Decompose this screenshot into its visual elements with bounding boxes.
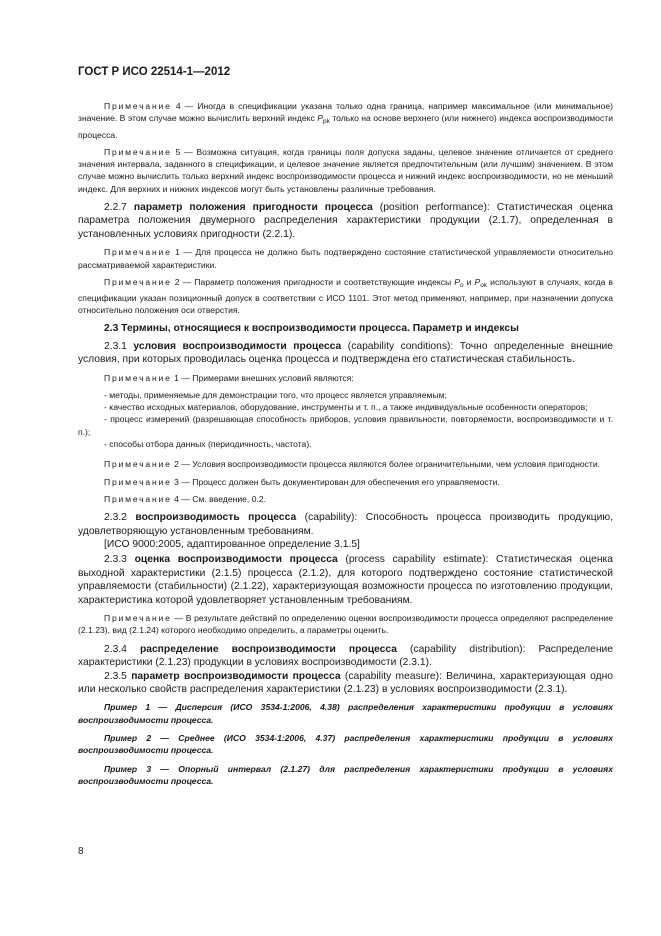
section-heading-2-3: 2.3 Термины, относящиеся к воспроизводимости процесса. Параметр и индексы xyxy=(104,322,519,334)
reference-2-3-2: [ИСО 9000:2005, адаптированное определение 3.1.5] xyxy=(104,539,360,551)
note-2-2-7-2: Примечание 2 — Параметр положения пригодности и соответствующие индексы $P_o$ и $P_{ok}$ используют в случаях, когда в спецификации указан позиционный допуск в соответствии с ИСО 1101. Этот метод применяют, например, при назначении допуска относительно положения оси отверстия. xyxy=(78,276,613,316)
page-number: 8 xyxy=(78,846,84,857)
example-1: Пример 1 — Дисперсия (ИСО 3534-1:2006, 4.38) распределения характеристики продукции в условиях воспроизводимости процесса. xyxy=(78,702,613,725)
list-item: - качество исходных материалов, оборудование, инструменты и т. п., а также индивидуальные особенности операторов; xyxy=(104,402,588,413)
definition-2-3-4: 2.3.4 распределение воспроизводимости процесса (capability distribution): Распределение характеристики (2.1.23) продукции в условиях воспроизводимости (2.3.1). xyxy=(78,643,613,669)
note-2-3-1-3: Примечание 3 — Процесс должен быть документирован для обеспечения его управляемости. xyxy=(104,476,500,487)
definition-2-3-5: 2.3.5 параметр воспроизводимости процесса (capability measure): Величина, характеризующая одно или несколько свойств распределения характеристики (2.1.23) в условиях воспроизводимости (2.3.1). xyxy=(78,670,613,695)
definition-2-3-1: 2.3.1 условия воспроизводимости процесса (capability conditions): Точно определенные внешние условия, при которых проводилась оценка процесса и подтверждена его статистическая стабильность. xyxy=(78,340,614,366)
definition-2-2-7: 2.2.7 параметр положения пригодности процесса (position performance): Статистическая оценка параметра положения двумерного распределения характеристики продукции (2.1.7), определенная в установленных условиях пригодности (2.2.1). xyxy=(78,202,613,240)
list-item: - способы отбора данных (периодичность, частота). xyxy=(104,439,312,450)
definition-2-3-2: 2.3.2 воспроизводимость процесса (capability): Способность процесса производить продукцию, удовлетворяющую установленным требованиям. xyxy=(78,512,613,537)
document-header: ГОСТ Р ИСО 22514-1—2012 xyxy=(78,66,231,78)
list-item: - методы, применяемые для демонстрации того, что процесс является управляемым; xyxy=(104,389,447,400)
note-2-3-1-2: Примечание 2 — Условия воспроизводимости процесса являются более ограничительными, чем условия пригодности. xyxy=(104,459,601,470)
list-item: - процесс измерений (разрешающая способность приборов, условия правильности, повторяемости, воспроизводимости и т. п.); xyxy=(78,414,613,437)
note-2-3-3: Примечание — В результате действий по определению оценки воспроизводимости процесса определяют распределение (2.1.23), вид (2.1.24) которого необходимо определить, а параметры оценить. xyxy=(78,613,613,636)
example-3: Пример 3 — Опорный интервал (2.1.27) для распределения характеристики продукции в условиях воспроизводимости процесса. xyxy=(78,763,613,786)
document-page xyxy=(78,66,613,793)
note-2-3-1-4: Примечание 4 — См. введение, 0.2. xyxy=(104,493,267,504)
note-2-2-7-1: Примечание 1 — Для процесса не должно быть подтверждено состояние статистической управляемости относительно рассматриваемой характеристики. xyxy=(78,247,613,270)
note-5: Примечание 5 — Возможна ситуация, когда границы поля допуска заданы, целевое значение отличается от среднего значения интервала, заданного в спецификации, и целевое значение является предпочтительным (или лучшим) значением. В этом случае можно вычислить только верхний индекс воспроизводимости процесса и нижний индекс воспроизводимости, но не меньший индекс. Для верхних и нижних индексов могут быть установлены различные требования. xyxy=(78,146,613,194)
note-4: Примечание 4 — Иногда в спецификации указана только одна граница, например максимальное (или минимальное) значение. В этом случае можно вычислить верхний индекс $P_{pk}$ только на основе верхнего (или нижнего) индекса воспроизводимости процесса. xyxy=(78,101,613,140)
example-2: Пример 2 — Среднее (ИСО 3534-1:2006, 4.37) распределения характеристики продукции в условиях воспроизводимости процесса. xyxy=(78,732,613,756)
note-2-3-1-1: Примечание 1 — Примерами внешних условий являются: xyxy=(104,372,354,383)
definition-2-3-3: 2.3.3 оценка воспроизводимости процесса (process capability estimate): Статистическая оценка выходной характеристики (2.1.5) процесса (2.1.2), для которого подтверждено состояние статистической управляемости (стабильности) (2.1.22), характеризующая возможности процесса по изготовлению продукции, характеристика которой удовлетворяет установленным требованиям. xyxy=(78,554,613,606)
